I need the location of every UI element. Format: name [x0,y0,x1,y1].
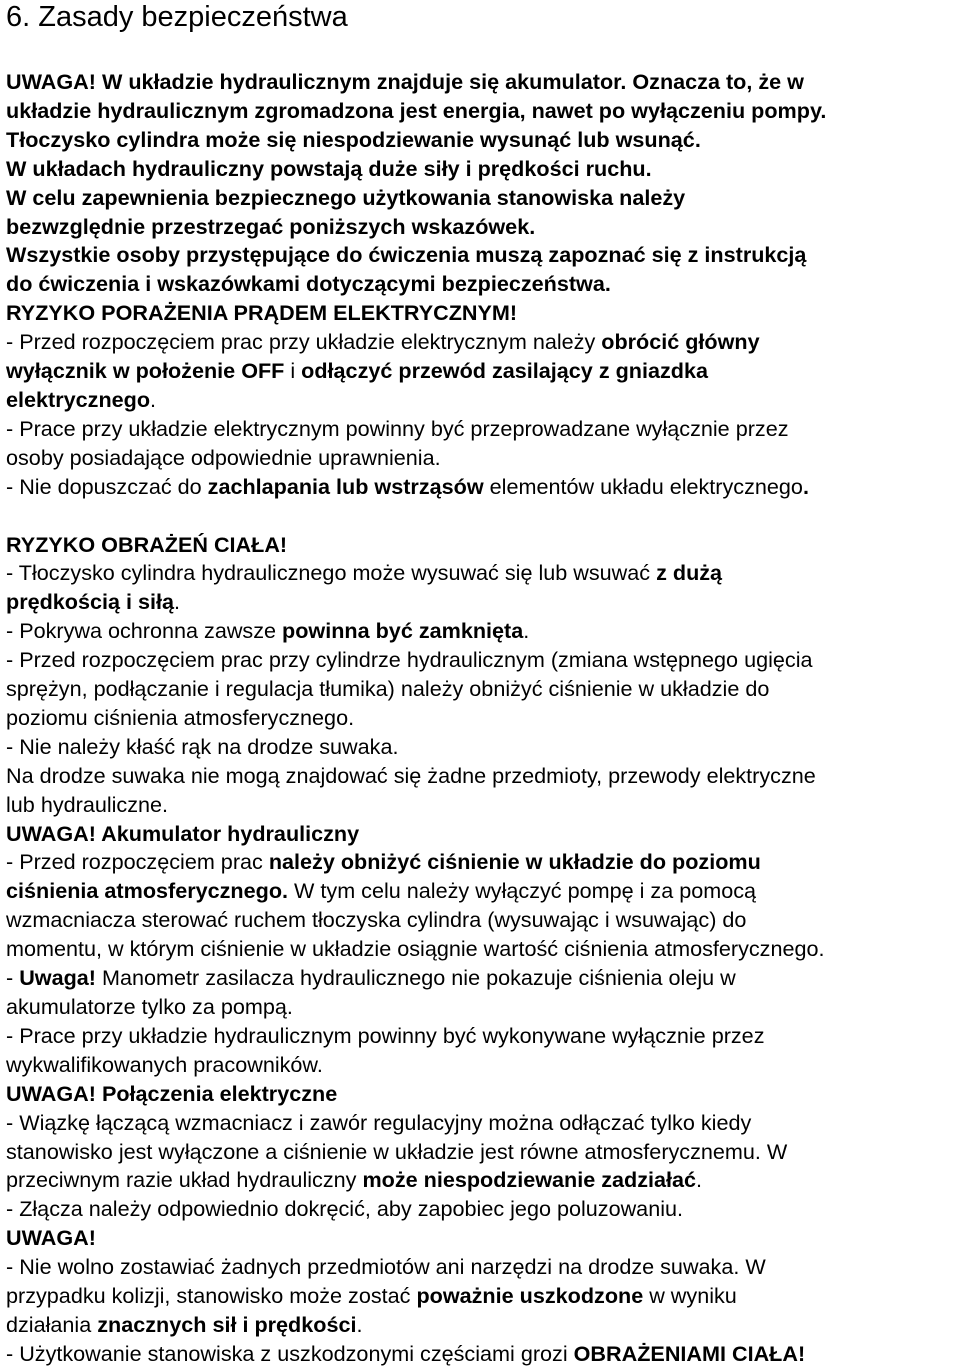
text-segment: działania [6,1311,98,1337]
text-line [6,270,956,299]
text-line [6,68,956,97]
text-line [6,906,956,935]
text-line [6,1022,956,1051]
text-line [6,184,956,213]
bold-text-segment: W celu zapewnienia bezpiecznego użytkowania stanowiska należy [6,184,686,210]
text-line [6,357,956,386]
text-line [6,617,956,646]
text-line [6,1166,956,1195]
bold-text-segment: RYZYKO PORAŻENIA PRĄDEM ELEKTRYCZNYM! [6,300,518,326]
text-segment: poziomu ciśnienia atmosferycznego. [6,704,355,730]
text-segment: przypadku kolizji, stanowisko może zostać [6,1283,417,1309]
text-segment: w wyniku [643,1283,737,1309]
bold-text-segment: UWAGA! Akumulator hydrauliczny [6,820,360,846]
bold-text-segment: poważnie uszkodzone [416,1283,644,1309]
text-line [6,1224,956,1253]
text-line [6,791,956,820]
text-line [6,646,956,675]
bold-text-segment: UWAGA! Połączenia elektryczne [6,1080,338,1106]
text-segment: - [6,965,20,991]
bold-text-segment: może niespodziewanie zadziałać [362,1167,697,1193]
text-segment: - Wiązkę łączącą wzmacniacz i zawór regulacyjny można odłączać tylko kiedy [6,1109,752,1135]
text-line [6,877,956,906]
text-line [6,97,956,126]
text-segment: - Nie wolno zostawiać żadnych przedmiotów ani narzędzi na drodze suwaka. W [6,1254,766,1280]
text-segment: akumulatorze tylko za pompą. [6,994,293,1019]
text-segment: - Pokrywa ochronna zawsze [6,618,283,644]
bold-text-segment: z dużą [656,560,723,586]
text-segment: - Złącza należy odpowiednio dokręcić, aby zapobiec jego poluzowaniu. [6,1196,684,1222]
text-line [6,1311,956,1340]
text-segment: stanowisko jest wyłączone a ciśnienie w układzie jest równe atmosferycznemu. W [6,1138,788,1164]
bold-text-segment: odłączyć przewód zasilający z gniazdka [301,358,709,384]
bold-text-segment: UWAGA! [6,1225,96,1251]
bold-text-segment: do ćwiczenia i wskazówkami dotyczącymi bezpieczeństwa. [6,271,611,297]
text-segment: wykwalifikowanych pracowników. [6,1051,323,1077]
text-segment: . [523,618,530,644]
text-segment: . [150,386,157,412]
bold-text-segment: Tłoczysko cylindra może się niespodziewanie wysunąć lub wsunąć. [6,126,701,152]
text-segment: elementów układu elektrycznego [483,473,803,499]
bold-text-segment: należy obniżyć ciśnienie w układzie do poziomu [268,849,761,875]
text-line [6,241,956,270]
text-line [6,1109,956,1138]
bold-text-segment: UWAGA! W układzie hydraulicznym znajduje się akumulator. Oznacza to, że w [6,69,804,94]
bold-text-segment: powinna być zamknięta [282,618,524,644]
text-line [6,213,956,242]
text-segment: W tym celu należy wyłączyć pompę i za pomocą [288,878,757,904]
text-line [6,1051,956,1080]
text-line [6,1340,956,1369]
text-segment: lub hydrauliczne. [6,791,169,817]
text-segment: przeciwnym razie układ hydrauliczny [6,1167,363,1193]
text-segment: momentu, w którym ciśnienie w układzie osiągnie wartość ciśnienia atmosferycznego. [6,936,825,962]
text-segment: - Prace przy układzie hydraulicznym powinny być wykonywane wyłącznie przez [6,1022,765,1048]
bold-text-segment: RYZYKO OBRAŻEŃ CIAŁA! [6,531,288,557]
text-segment: . [356,1311,363,1337]
text-line [6,935,956,964]
text-line [6,444,956,473]
bold-text-segment: zachlapania lub wstrząsów [207,473,484,499]
text-line [6,1282,956,1311]
text-segment: - Prace przy układzie elektrycznym powinny być przeprowadzane wyłącznie przez [6,415,789,441]
text-line [6,126,956,155]
text-line [6,1253,956,1282]
text-segment: - Użytkowanie stanowiska z uszkodzonymi częściami grozi [6,1340,574,1366]
text-segment: sprężyn, podłączanie i regulacja tłumika) należy obniżyć ciśnienie w układzie do [6,676,770,702]
text-line [6,848,956,877]
bold-text-segment: obrócić główny [601,329,760,355]
section-heading: 6. Zasady bezpieczeństwa [6,1,348,33]
text-segment: - Nie dopuszczać do [6,473,208,499]
text-segment: - Nie należy kłaść rąk na drodze suwaka. [6,733,399,759]
text-segment: osoby posiadające odpowiednie uprawnienia. [6,444,441,470]
text-line [6,473,956,502]
text-line [6,1195,956,1224]
bold-text-segment: prędkością i siłą [6,589,175,615]
bold-text-segment: . [802,473,809,499]
bold-text-segment: układzie hydraulicznym zgromadzona jest energia, nawet po wyłączeniu pompy. [6,97,827,123]
bold-text-segment: wyłącznik w położenie OFF [6,358,285,384]
bold-text-segment: Wszystkie osoby przystępujące do ćwiczenia muszą zapoznać się z instrukcją [6,242,807,268]
text-line [6,155,956,184]
text-line [6,386,956,415]
bold-text-segment: OBRAŻENIAMI CIAŁA! [573,1340,806,1366]
text-segment: i [284,358,302,384]
text-line [6,588,956,617]
text-segment: . [696,1167,703,1193]
text-segment: - Przed rozpoczęciem prac przy cylindrze hydraulicznym (zmiana wstępnego ugięcia [6,647,813,673]
text-segment: . [174,589,181,615]
text-line [6,328,956,357]
bold-text-segment: elektrycznego [6,386,151,412]
text-line [6,531,956,560]
text-line [6,762,956,791]
text-line [6,964,956,993]
text-line [6,1138,956,1167]
bold-text-segment: Uwaga! [19,965,96,991]
bold-text-segment: znacznych sił i prędkości [97,1311,357,1337]
text-segment: - Przed rozpoczęciem prac [6,849,269,875]
text-line [6,675,956,704]
safety-rules-text [6,68,956,1369]
text-line [6,733,956,762]
text-line [6,704,956,733]
text-line [6,820,956,849]
blank-line [6,502,956,531]
bold-text-segment: bezwzględnie przestrzegać poniższych wskazówek. [6,213,536,239]
text-line [6,993,956,1022]
text-segment: - Przed rozpoczęciem prac przy układzie elektrycznym należy [6,329,602,355]
bold-text-segment: ciśnienia atmosferycznego. [6,878,289,904]
bold-text-segment: W układach hydrauliczny powstają duże siły i prędkości ruchu. [6,155,652,181]
text-line [6,415,956,444]
text-line [6,559,956,588]
text-segment: Manometr zasilacza hydraulicznego nie pokazuje ciśnienia oleju w [96,965,736,991]
text-segment: Na drodze suwaka nie mogą znajdować się żadne przedmioty, przewody elektryczne [6,762,816,788]
text-line [6,1080,956,1109]
text-line [6,299,956,328]
text-segment: wzmacniacza sterować ruchem tłoczyska cylindra (wysuwając i wsuwając) do [6,907,747,933]
text-segment: - Tłoczysko cylindra hydraulicznego może wysuwać się lub wsuwać [6,560,657,586]
